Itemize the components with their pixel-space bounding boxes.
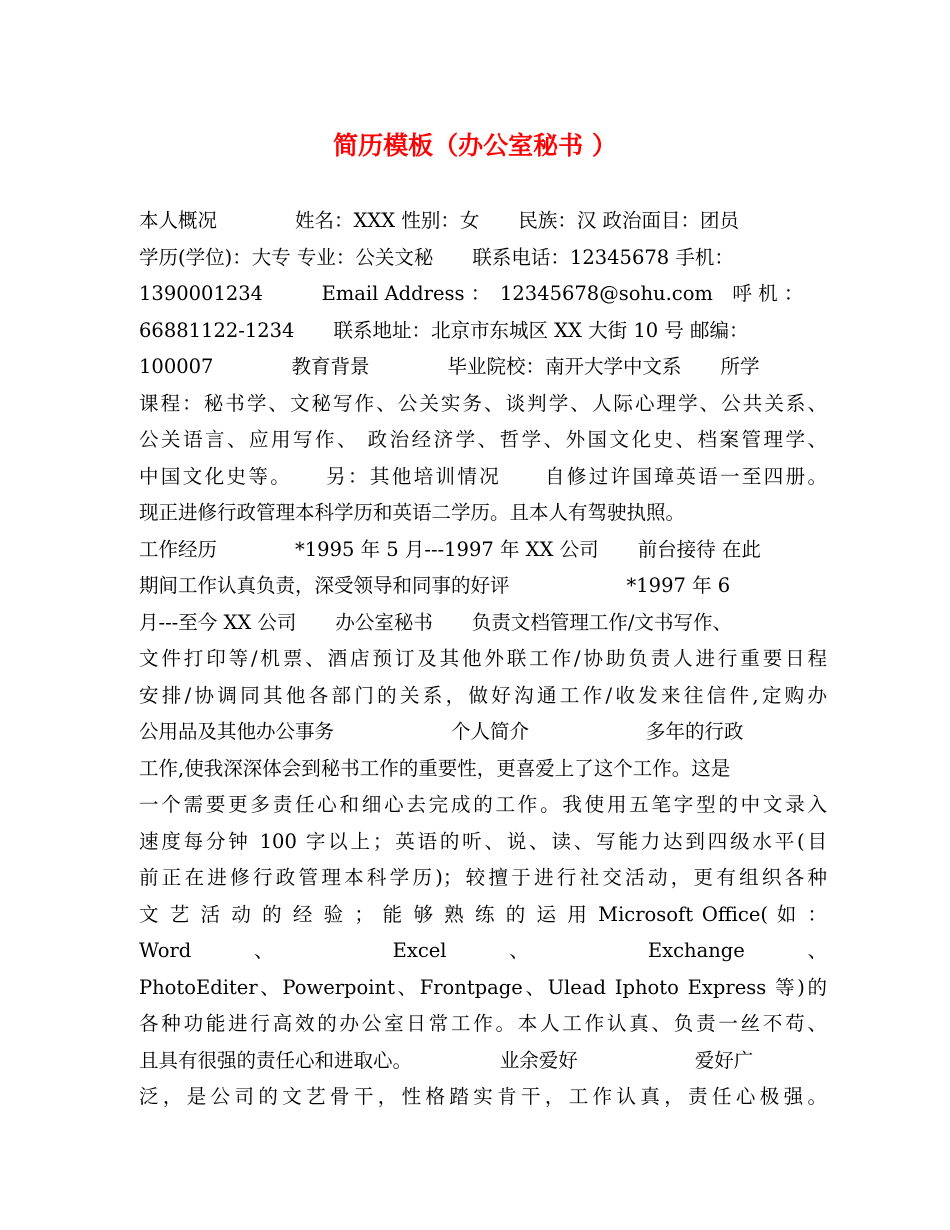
body-text-line: 中国文化史等。 另：其他培训情况 自修过许国璋英语一至四册。 [139, 464, 827, 488]
body-text-line: 公用品及其他办公事务 个人简介 多年的行政 [139, 720, 744, 743]
body-text-line: 66881122-1234 联系地址：北京市东城区 XX 大街 10 号 邮编： [139, 318, 749, 342]
body-text-line: Word 、 Excel 、 Exchange 、 [139, 939, 827, 962]
body-text-line: PhotoEditer、Powerpoint、Frontpage、Ulead Iphoto Express 等)的 [139, 975, 827, 999]
body-text-line: 安排/协调同其他各部门的关系，做好沟通工作/收发来往信件,定购办 [139, 683, 827, 707]
body-text-line: 期间工作认真负责，深受领导和同事的好评 *1997 年 6 [139, 574, 731, 597]
body-text-line: 文 艺 活 动 的 经 验 ； 能 够 熟 练 的 运 用 Microsoft Office( 如 ： [139, 902, 827, 926]
body-text-line: 工作,使我深深体会到秘书工作的重要性，更喜爱上了这个工作。这是 [139, 756, 731, 780]
body-text-line: 学历(学位)：大专 专业：公关文秘 联系电话：12345678 手机： [139, 245, 734, 269]
body-text-line: 速度每分钟 100 字以上；英语的听、说、读、写能力达到四级水平(目 [139, 829, 827, 853]
body-text-line: 课程：秘书学、文秘写作、公关实务、谈判学、人际心理学、公共关系、 [139, 391, 827, 415]
body-text-line: 各种功能进行高效的办公室日常工作。本人工作认真、负责一丝不苟、 [139, 1012, 827, 1035]
body-text-line: 文件打印等/机票、酒店预订及其他外联工作/协助负责人进行重要日程 [139, 647, 827, 670]
body-text-line: 且具有很强的责任心和进取心。 业余爱好 爱好广 [139, 1048, 754, 1072]
body-text-line: 1390001234 Email Address ： 12345678@sohu.com 呼 机 ： [139, 282, 804, 305]
body-text-line: 公关语言、应用写作、 政治经济学、哲学、外国文化史、档案管理学、 [139, 428, 827, 451]
body-text-line: 泛，是公司的文艺骨干，性格踏实肯干，工作认真，责任心极强。 [139, 1085, 827, 1108]
body-text-line: 一个需要更多责任心和细心去完成的工作。我使用五笔字型的中文录入 [139, 793, 827, 816]
body-text-line: 本人概况 姓名：XXX 性别：女 民族：汉 政治面目：团员 [139, 209, 740, 232]
body-text-line: 前正在进修行政管理本科学历)；较擅于进行社交活动，更有组织各种 [139, 866, 827, 889]
body-text-line: 100007 教育背景 毕业院校：南开大学中文系 所学 [139, 355, 760, 378]
body-text-line: 工作经历 *1995 年 5 月---1997 年 XX 公司 前台接待 在此 [139, 537, 761, 561]
document-title: 简历模板（办公室秘书 ） [333, 131, 617, 160]
body-text-line: 月---至今 XX 公司 办公室秘书 负责文档管理工作/文书写作、 [139, 610, 732, 634]
body-text-line: 现正进修行政管理本科学历和英语二学历。且本人有驾驶执照。 [139, 501, 686, 524]
